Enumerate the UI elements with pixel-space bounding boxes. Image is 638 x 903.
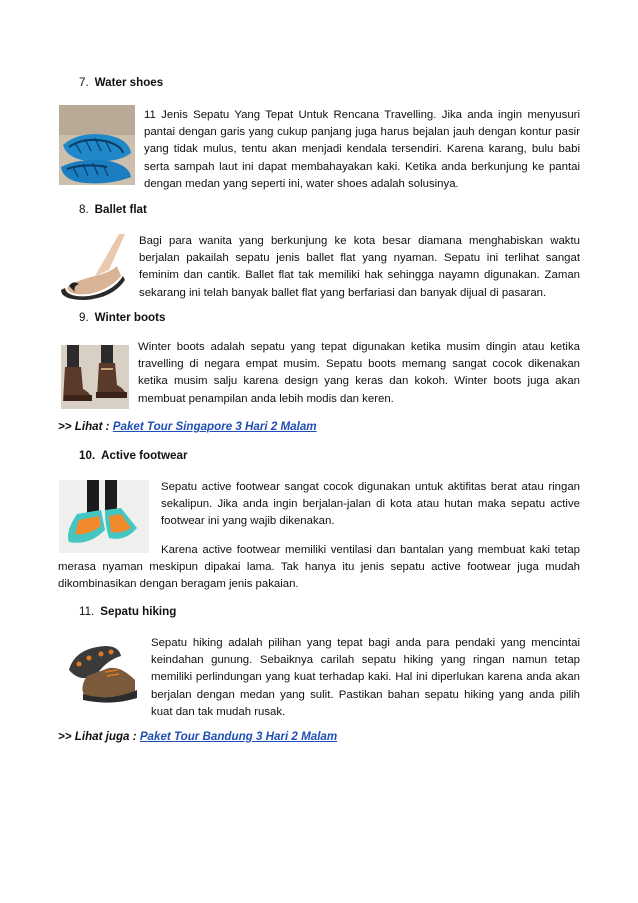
section-heading-winter-boots xyxy=(79,311,165,324)
section-title: Active footwear xyxy=(101,449,188,462)
section-number: 11. xyxy=(79,605,95,618)
section-text-active-footwear: Sepatu active footwear sangat cocok digunakan untuk aktifitas berat atau ringan sekalipun. Jika anda ingin berjalan-jalan di kota atau hutan maka sepatu active footwear ini yang wajib dikenakan. xyxy=(161,481,580,528)
section-text-winter-boots: Winter boots adalah sepatu yang tepat digunakan ketika musim dingin atau ketika travelling di negara empat musim. Sepatu boots memang sangat cocok dikenakan ketika musim salju karena design yang keras dan kokoh. Winter boots juga akan membuat penampilan anda lebih modis dan keren. xyxy=(138,341,580,405)
section-heading-sepatu-hiking xyxy=(79,605,176,618)
section-heading-ballet-flat xyxy=(79,203,147,216)
related-link-line xyxy=(58,420,317,433)
section-text-sepatu-hiking: Sepatu hiking adalah pilihan yang tepat bagi anda para pendaki yang mencintai keindahan gunung. Sebaiknya carilah sepatu hiking yang ringan namun tetap memiliki perlindungan yang kuat terhadap kaki. Hal ini diperlukan karena anda akan berjalan dengan medan yang sulit. Pastikan bahan sepatu hiking yang anda pilih kuat dan tak mudah rusak. xyxy=(151,637,580,718)
paket-tour-bandung-link[interactable]: Paket Tour Bandung 3 Hari 2 Malam xyxy=(139,730,338,743)
related-link-line xyxy=(58,730,337,743)
section-number: 10. xyxy=(79,449,96,462)
section-number: 7. xyxy=(79,76,89,89)
link-prefix: >> Lihat juga : xyxy=(58,730,140,743)
section-number: 8. xyxy=(79,203,89,216)
section-title: Sepatu hiking xyxy=(100,605,177,618)
section-heading-water-shoes xyxy=(79,76,163,89)
section-number: 9. xyxy=(79,311,89,324)
section-text-ballet-flat: Bagi para wanita yang berkunjung ke kota besar diamana menghabiskan waktu berjalan pakailah sepatu jenis ballet flat yang nyaman. Sepatu ini terlihat sangat feminim dan cantik. Ballet flat tak memiliki hak sehingga nayamn digunakan. Zaman sekarang ini telah banyak ballet flat yang berfariasi dan banyak dijual di pasaran. xyxy=(139,235,580,299)
section-title: Ballet flat xyxy=(94,203,147,216)
section-text-active-footwear-continued: Karena active footwear memiliki ventilasi dan bantalan yang membuat kaki tetap merasa nyaman meskipun dipakai lama. Tak hanya itu jenis sepatu active footwear juga mudah dikombinasikan dengan beragam jenis pakaian. xyxy=(58,544,580,591)
link-prefix: >> Lihat : xyxy=(58,420,113,433)
ballet-flat-image xyxy=(59,232,130,300)
paket-tour-singapore-link[interactable]: Paket Tour Singapore 3 Hari 2 Malam xyxy=(112,420,317,433)
water-shoes-image xyxy=(59,105,135,185)
winter-boots-image xyxy=(61,345,129,409)
hiking-shoes-image xyxy=(61,640,139,706)
section-title: Winter boots xyxy=(94,311,166,324)
section-heading-active-footwear xyxy=(79,449,187,462)
section-text-water-shoes: 11 Jenis Sepatu Yang Tepat Untuk Rencana Travelling. Jika anda ingin menyusuri pantai dengan garis yang cukup panjang juga harus bejalan jauh dengan kontur pasir yang tidak mulus, tentu akan menjadi kendala tersendiri. Karena karang, bulu babi serta sampah laut ini dapat membahayakan kaki. Ketika anda berkunjung ke pantai dengan medan yang seperti ini, water shoes adalah solusinya. xyxy=(144,109,580,190)
section-title: Water shoes xyxy=(94,76,164,89)
